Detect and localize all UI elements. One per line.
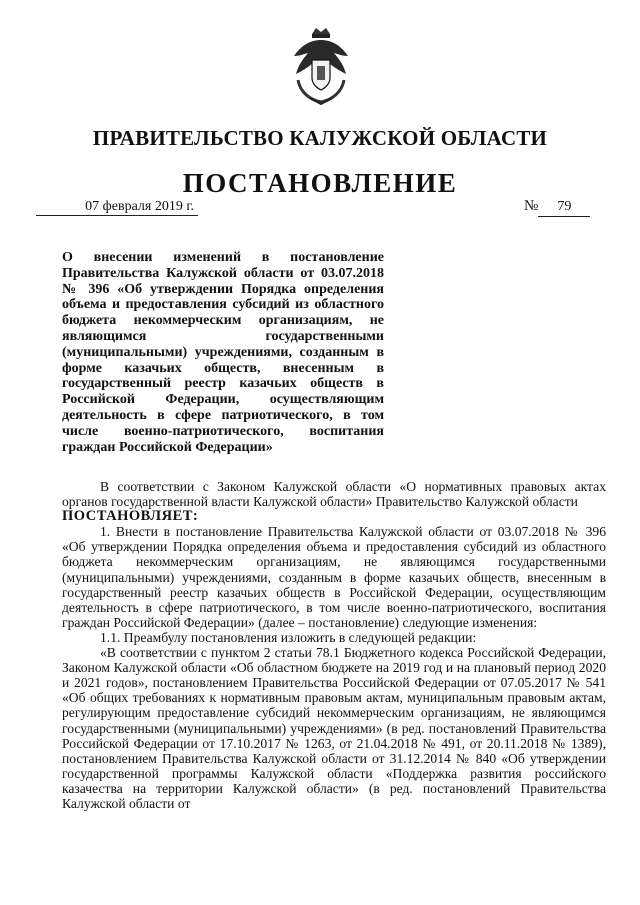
subject-line: граждан Российской Федерации» [62, 439, 273, 455]
item-1-1-paragraph: 1.1. Преамбулу постановления изложить в следующей редакции: [100, 629, 477, 645]
subject-line: Российской Федерации, осуществляющим [62, 392, 384, 408]
subject-line: Правительства Калужской области от 03.07.2018 [62, 265, 384, 281]
subject-line: являющимся государственными [62, 328, 384, 344]
subject-line: форме казачьих обществ, внесенным в [62, 360, 384, 376]
coat-of-arms-icon [290, 26, 352, 106]
subject-line: № 396 «Об утверждении Порядка определения [62, 281, 384, 297]
subject-line: объема и предоставления субсидий из областного [62, 297, 384, 313]
quoted-preamble-paragraph: «В соответствии с пунктом 2 статьи 78.1 Бюджетного кодекса Российской Федерации, Законом Калужской области «Об областном бюджете на 2019 год и на плановый период 2020 и 2021 годов», постановлением Правительства Российской Федерации от 07.05.2017 № 541 «Об общих требованиях к нормативным правовым актам, муниципальным правовым актам, регулирующим предоставление субсидий некоммерческим организациям, не являющимся государственными (муниципальными) учреждениями» (в ред. постановлений Правительства Российской Федерации от 17.10.2017 № 1263, от 21.04.2018 № 491, от 20.11.2018 № 1389), постановлением Правительства Калужской области от 31.12.2014 № 840 «Об утверждении государственной программы Калужской области «Поддержка развития российского казачества на территории Калужской области» (в ред. постановлений Правительства Калужской области от [62, 645, 606, 811]
subject-line: (муниципальными) учреждениями, созданным в [62, 344, 384, 360]
subject-line: деятельность в сфере патриотического, в том [62, 407, 384, 423]
document-type-heading: ПОСТАНОВЛЕНИЕ [182, 168, 458, 198]
intro-paragraph: В соответствии с Законом Калужской области «О нормативных правовых актах органов государственной власти Калужской области» Правительство Калужской области [62, 479, 606, 510]
subject-line: бюджета некоммерческим организациям, не [62, 313, 384, 329]
document-body [62, 479, 606, 811]
subject-line: числе военно-патриотического, воспитания [62, 423, 384, 439]
number-label: № [524, 198, 539, 214]
government-title: ПРАВИТЕЛЬСТВО КАЛУЖСКОЙ ОБЛАСТИ [92, 126, 548, 150]
document-number: 79 [538, 198, 590, 217]
decree-word: ПОСТАНОВЛЯЕТ: [62, 508, 199, 525]
document-subject [62, 250, 384, 455]
document-number-block [524, 197, 590, 217]
item-1-paragraph: 1. Внести в постановление Правительства Калужской области от 03.07.2018 № 396 «Об утверждении Порядка определения объема и предоставления субсидий из областного бюджета некоммерческим организациям, не являющимся государственными (муниципальными) учреждениями, созданным в форме казачьих обществ, внесенным в государственный реестр казачьих обществ в Российской Федерации, осуществляющим деятельность в сфере патриотического, в том числе военно-патриотического, воспитания граждан Российской Федерации» (далее – постановление) следующие изменения: [62, 524, 606, 630]
document-date: 07 февраля 2019 г. [36, 199, 198, 216]
subject-line: О внесении изменений в постановление [62, 250, 384, 265]
subject-line: государственный реестр казачьих обществ в [62, 376, 384, 392]
